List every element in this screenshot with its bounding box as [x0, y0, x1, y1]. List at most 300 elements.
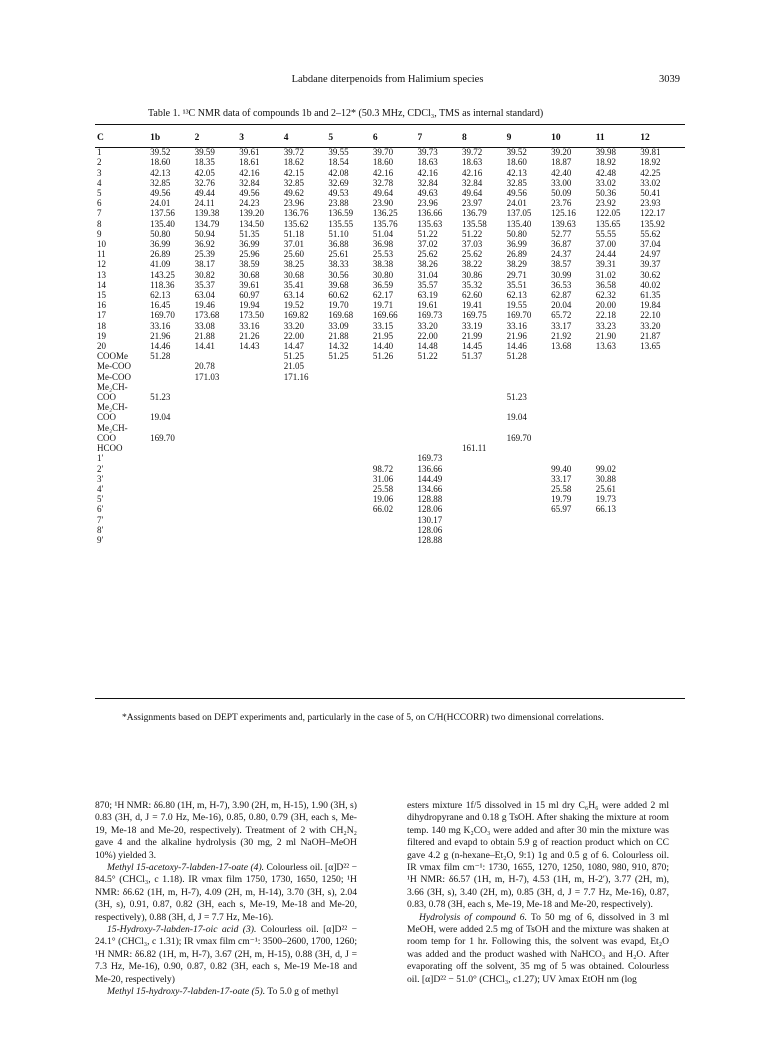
shift-cell: 169.70	[506, 310, 532, 321]
shift-cell: 32.85	[506, 177, 527, 188]
shift-cell	[328, 494, 373, 504]
shift-cell	[284, 453, 329, 463]
shift-cell: 39.52	[150, 147, 171, 158]
page-number: 3039	[659, 74, 680, 85]
shift-cell	[551, 423, 596, 433]
shift-cell: 19.79	[551, 494, 572, 505]
shift-cell: 38.25	[283, 259, 305, 270]
shift-cell	[239, 392, 284, 402]
shift-cell	[640, 443, 685, 453]
shift-cell: 24.44	[595, 249, 616, 260]
body-paragraph	[95, 924, 357, 986]
shift-cell: 39.70	[372, 147, 394, 158]
shift-cell: 33.17	[551, 473, 572, 484]
shift-cell	[507, 464, 552, 474]
shift-cell: 23.76	[551, 198, 572, 209]
shift-cell: 21.05	[283, 361, 305, 372]
shift-cell: 49.56	[150, 188, 171, 199]
shift-cell: 21.90	[595, 330, 616, 341]
shift-cell: 135.40	[506, 218, 532, 229]
shift-cell: 136.66	[417, 463, 443, 474]
column-header-compound: 11	[595, 133, 605, 143]
shift-cell	[551, 402, 596, 412]
shift-cell: 39.81	[640, 147, 661, 158]
shift-cell: 24.01	[506, 198, 527, 209]
shift-cell: 49.64	[372, 188, 394, 199]
shift-cell: 32.69	[328, 177, 349, 188]
paragraph-text: To 5.0 g of methyl	[265, 986, 339, 998]
shift-cell: 63.14	[283, 290, 305, 301]
shift-cell: 32.84	[462, 177, 483, 188]
shift-cell	[239, 504, 284, 514]
shift-cell	[284, 494, 329, 504]
shift-cell	[596, 382, 641, 392]
shift-cell: 161.11	[462, 443, 487, 454]
column-header-compound: 8	[462, 133, 467, 143]
shift-cell: 139.20	[239, 208, 264, 219]
shift-cell	[507, 372, 552, 382]
shift-cell: 32.84	[239, 177, 260, 188]
table-row	[95, 168, 685, 178]
shift-cell: 20.78	[194, 361, 215, 372]
running-header	[95, 74, 680, 88]
shift-cell	[284, 423, 329, 433]
shift-cell	[328, 423, 373, 433]
shift-cell	[150, 504, 195, 514]
shift-cell	[462, 535, 507, 545]
shift-cell: 36.53	[551, 279, 572, 290]
column-header-compound: 1b	[150, 133, 161, 143]
shift-cell: 14.41	[194, 341, 215, 352]
shift-cell	[507, 494, 552, 504]
row-label: Me-COO	[97, 361, 131, 372]
shift-cell	[150, 402, 195, 412]
shift-cell: 33.23	[595, 320, 616, 331]
shift-cell	[596, 361, 641, 371]
shift-cell	[417, 443, 462, 453]
shift-cell: 25.39	[194, 249, 215, 260]
shift-cell: 62.13	[506, 290, 527, 301]
shift-cell: 51.26	[372, 351, 394, 362]
shift-cell: 24.97	[640, 249, 661, 260]
shift-cell: 171.16	[283, 371, 309, 382]
shift-cell	[239, 515, 284, 525]
shift-cell	[195, 464, 240, 474]
table-row	[95, 157, 685, 167]
shift-cell: 42.40	[551, 167, 572, 178]
row-label: COO	[97, 412, 117, 423]
shift-cell: 169.73	[417, 310, 443, 321]
column-header-compound: 2	[194, 133, 200, 143]
shift-cell: 99.40	[551, 463, 572, 474]
shift-cell: 66.13	[595, 504, 616, 515]
shift-cell: 63.04	[194, 290, 215, 301]
shift-cell	[462, 423, 507, 433]
shift-cell: 37.02	[417, 239, 438, 250]
shift-cell	[328, 515, 373, 525]
shift-cell	[328, 392, 373, 402]
shift-cell: 143.25	[150, 269, 175, 280]
shift-cell: 33.20	[640, 320, 661, 331]
shift-cell: 38.38	[372, 259, 394, 270]
row-label: 6	[97, 198, 102, 209]
shift-cell: 21.99	[462, 330, 483, 341]
shift-cell: 62.87	[551, 290, 572, 301]
shift-cell: 13.68	[551, 341, 572, 352]
shift-cell: 39.37	[640, 259, 661, 270]
shift-cell	[462, 525, 507, 535]
shift-cell: 55.55	[595, 228, 616, 239]
shift-cell: 31.02	[595, 269, 616, 280]
shift-cell: 24.23	[239, 198, 260, 209]
shift-cell: 62.60	[462, 290, 483, 301]
shift-cell	[328, 412, 373, 422]
shift-cell: 14.46	[150, 341, 171, 352]
shift-cell: 39.20	[551, 147, 572, 158]
shift-cell: 51.25	[283, 351, 305, 362]
shift-cell: 50.80	[506, 228, 527, 239]
shift-cell	[328, 382, 373, 392]
shift-cell: 42.13	[150, 167, 171, 178]
shift-cell	[640, 525, 685, 535]
body-column-left	[95, 800, 357, 999]
shift-cell: 22.10	[640, 310, 661, 321]
shift-cell	[239, 464, 284, 474]
shift-cell	[195, 494, 240, 504]
shift-cell	[462, 372, 507, 382]
shift-cell: 39.68	[328, 279, 349, 290]
shift-cell	[640, 412, 685, 422]
shift-cell: 65.97	[551, 504, 572, 515]
shift-cell: 33.09	[328, 320, 349, 331]
shift-cell	[640, 433, 685, 443]
shift-cell: 39.59	[194, 147, 215, 158]
shift-cell: 26.89	[150, 249, 171, 260]
shift-cell	[417, 361, 462, 371]
shift-cell	[551, 535, 596, 545]
shift-cell: 51.37	[462, 351, 483, 362]
shift-cell	[462, 453, 507, 463]
shift-cell: 33.17	[551, 320, 572, 331]
shift-cell: 128.06	[417, 504, 443, 515]
shift-cell	[328, 504, 373, 514]
shift-cell: 144.49	[417, 473, 443, 484]
shift-cell: 38.17	[194, 259, 215, 270]
shift-cell: 33.16	[506, 320, 527, 331]
shift-cell	[640, 535, 685, 545]
shift-cell: 39.73	[417, 147, 438, 158]
row-label: 12	[97, 259, 106, 270]
table-row	[95, 321, 685, 331]
shift-cell	[596, 515, 641, 525]
shift-cell	[284, 474, 329, 484]
shift-cell: 60.62	[328, 290, 349, 301]
shift-cell	[195, 453, 240, 463]
shift-cell	[462, 361, 507, 371]
table-row	[95, 310, 685, 320]
shift-cell	[150, 423, 195, 433]
row-label: 10	[97, 239, 106, 250]
shift-cell	[328, 525, 373, 535]
shift-cell: 169.70	[506, 432, 532, 443]
shift-cell: 33.16	[150, 320, 171, 331]
shift-cell	[462, 494, 507, 504]
row-label: 7′	[97, 514, 104, 525]
shift-cell	[507, 382, 552, 392]
shift-cell	[462, 433, 507, 443]
shift-cell: 19.55	[506, 300, 527, 311]
table-row	[95, 474, 685, 484]
shift-cell: 36.88	[328, 239, 349, 250]
shift-cell: 19.84	[640, 300, 661, 311]
column-header-compound: 12	[640, 133, 650, 143]
shift-cell: 36.87	[551, 239, 572, 250]
shift-cell	[551, 515, 596, 525]
shift-cell	[284, 443, 329, 453]
shift-cell: 55.62	[640, 228, 661, 239]
shift-cell: 25.62	[417, 249, 438, 260]
row-label: COO	[97, 392, 117, 403]
shift-cell	[239, 535, 284, 545]
row-label: HCOO	[97, 443, 123, 454]
paragraph-text: Colourless oil. [α]D²² − 84.5° (CHCl₃, c 1.18). IR νmax film 1750, 1730, 1650, 1250; ¹H NMR: δ6.62 (1H, m, H-7), 4.09 (2H, m, H-14), 3.70 (3H, s), 2.04 (3H, s), 0.91, 0.87, 0.82 (3H, each s, Me-19, Me-18 and Me-20, respectively), 0.88 (3H, d, J = 7.7 Hz, Me-16).	[95, 862, 357, 923]
shift-cell	[239, 484, 284, 494]
shift-cell: 42.25	[640, 167, 661, 178]
paragraph-text: 870; ¹H NMR: δ6.80 (1H, m, H-7), 3.90 (2H, m, H-15), 1.90 (3H, s) 0.83 (3H, d, J = 7.0 Hz, Me-16), 0.85, 0.80, 0.79 (3H, each s, Me-19, Me-18 and Me-20, respectively). Treatment of 2 with CH₂N₂ gave 4 and the alkaline hydrolysis (30 mg, 2 ml NaOH–MeOH 10%) yielded 3.	[95, 800, 357, 861]
shift-cell: 18.54	[328, 157, 349, 168]
shift-cell: 173.50	[239, 310, 264, 321]
shift-cell: 135.62	[283, 218, 309, 229]
shift-cell	[195, 504, 240, 514]
shift-cell	[640, 504, 685, 514]
shift-cell: 50.36	[595, 188, 616, 199]
shift-cell: 136.76	[283, 208, 309, 219]
shift-cell: 39.72	[283, 147, 305, 158]
shift-cell	[150, 494, 195, 504]
shift-cell: 169.70	[150, 310, 175, 321]
shift-cell: 19.52	[283, 300, 305, 311]
table-row	[95, 178, 685, 188]
row-label: 20	[97, 341, 106, 352]
shift-cell: 36.99	[506, 239, 527, 250]
shift-cell	[507, 443, 552, 453]
row-label: Me₂CH-	[97, 422, 128, 433]
shift-cell	[239, 453, 284, 463]
shift-cell	[640, 423, 685, 433]
shift-cell: 51.28	[150, 351, 171, 362]
shift-cell: 24.37	[551, 249, 572, 260]
shift-cell: 14.45	[462, 341, 483, 352]
shift-cell: 35.51	[506, 279, 527, 290]
shift-cell: 33.02	[595, 177, 616, 188]
shift-cell: 118.36	[150, 279, 175, 290]
shift-cell: 19.70	[328, 300, 349, 311]
shift-cell: 19.73	[595, 494, 616, 505]
shift-cell	[284, 464, 329, 474]
shift-cell: 24.11	[194, 198, 215, 209]
row-label: 5′	[97, 494, 104, 505]
row-label: 18	[97, 320, 106, 331]
shift-cell: 50.09	[551, 188, 572, 199]
shift-cell: 98.72	[372, 463, 394, 474]
shift-cell	[195, 443, 240, 453]
row-label: 19	[97, 330, 106, 341]
shift-cell: 51.22	[462, 228, 483, 239]
shift-cell: 39.61	[239, 279, 260, 290]
shift-cell: 39.52	[506, 147, 527, 158]
shift-cell: 21.96	[506, 330, 527, 341]
table-row	[95, 229, 685, 239]
shift-cell: 37.00	[595, 239, 616, 250]
shift-cell	[239, 525, 284, 535]
shift-cell: 18.60	[506, 157, 527, 168]
shift-cell: 65.72	[551, 310, 572, 321]
shift-cell: 32.85	[283, 177, 305, 188]
shift-cell: 18.35	[194, 157, 215, 168]
shift-cell: 136.79	[462, 208, 487, 219]
shift-cell: 37.03	[462, 239, 483, 250]
table-body	[95, 147, 685, 545]
shift-cell: 33.08	[194, 320, 215, 331]
shift-cell: 21.87	[640, 330, 661, 341]
shift-cell	[640, 474, 685, 484]
shift-cell	[284, 412, 329, 422]
table-row	[95, 331, 685, 341]
row-label: COOMe	[97, 351, 128, 362]
shift-cell: 32.76	[194, 177, 215, 188]
shift-cell: 135.65	[595, 218, 621, 229]
shift-cell	[328, 453, 373, 463]
row-label: 3′	[97, 473, 104, 484]
shift-cell: 25.58	[372, 483, 394, 494]
shift-cell: 18.61	[239, 157, 260, 168]
shift-cell	[596, 525, 641, 535]
shift-cell: 99.02	[595, 463, 616, 474]
shift-cell: 137.56	[150, 208, 175, 219]
shift-cell	[195, 423, 240, 433]
paragraph-heading: Hydrolysis of compound 6.	[419, 911, 528, 923]
shift-cell	[417, 412, 462, 422]
shift-cell	[284, 504, 329, 514]
shift-cell: 25.62	[462, 249, 483, 260]
shift-cell: 37.04	[640, 239, 661, 250]
shift-cell: 19.04	[506, 412, 527, 423]
table-footnote: *Assignments based on DEPT experiments and, particularly in the case of 5, on C/H(HCCORR) two dimensional correlations.	[122, 713, 604, 723]
table-row	[95, 504, 685, 514]
shift-cell: 19.94	[239, 300, 260, 311]
shift-cell: 136.66	[417, 208, 443, 219]
shift-cell: 49.44	[194, 188, 215, 199]
shift-cell: 136.25	[372, 208, 398, 219]
shift-cell	[195, 392, 240, 402]
shift-cell: 51.23	[150, 392, 171, 403]
shift-cell	[596, 412, 641, 422]
shift-cell: 22.00	[417, 330, 438, 341]
shift-cell: 19.71	[372, 300, 394, 311]
shift-cell: 30.99	[551, 269, 572, 280]
shift-cell: 171.03	[194, 371, 220, 382]
shift-cell: 18.63	[417, 157, 438, 168]
shift-cell	[596, 535, 641, 545]
shift-cell: 32.84	[417, 177, 438, 188]
row-label: 7	[97, 208, 102, 219]
shift-cell	[596, 392, 641, 402]
table-row	[95, 300, 685, 310]
row-label: 8	[97, 218, 102, 229]
shift-cell: 18.87	[551, 157, 572, 168]
shift-cell	[284, 484, 329, 494]
shift-cell	[239, 351, 284, 361]
shift-cell: 38.33	[328, 259, 349, 270]
table-row	[95, 525, 685, 535]
shift-cell: 14.48	[417, 341, 438, 352]
shift-cell	[640, 453, 685, 463]
shift-cell: 22.18	[595, 310, 616, 321]
shift-cell: 33.15	[372, 320, 394, 331]
shift-cell	[150, 453, 195, 463]
shift-cell: 30.88	[595, 473, 616, 484]
shift-cell	[640, 392, 685, 402]
shift-cell: 51.22	[417, 351, 438, 362]
shift-cell: 40.02	[640, 279, 661, 290]
shift-cell	[596, 402, 641, 412]
table-row	[95, 188, 685, 198]
shift-cell	[507, 474, 552, 484]
shift-cell: 51.04	[372, 228, 394, 239]
shift-cell: 42.16	[372, 167, 394, 178]
shift-cell	[150, 464, 195, 474]
shift-cell: 23.96	[283, 198, 305, 209]
shift-cell: 33.02	[640, 177, 661, 188]
shift-cell: 137.05	[506, 208, 532, 219]
shift-cell	[239, 402, 284, 412]
shift-cell: 122.05	[595, 208, 621, 219]
shift-cell: 31.06	[372, 473, 394, 484]
shift-cell	[640, 402, 685, 412]
shift-cell	[195, 474, 240, 484]
shift-cell	[239, 372, 284, 382]
shift-cell: 135.63	[417, 218, 443, 229]
shift-cell	[239, 423, 284, 433]
shift-cell: 33.20	[283, 320, 305, 331]
shift-cell: 30.80	[372, 269, 394, 280]
shift-cell	[462, 392, 507, 402]
shift-cell: 51.10	[328, 228, 349, 239]
shift-cell	[551, 412, 596, 422]
shift-cell: 139.38	[194, 208, 220, 219]
shift-cell	[507, 525, 552, 535]
shift-cell	[640, 361, 685, 371]
table-row	[95, 249, 685, 259]
row-label: 16	[97, 300, 106, 311]
shift-cell: 49.63	[417, 188, 438, 199]
shift-cell: 128.88	[417, 534, 443, 545]
shift-cell	[195, 402, 240, 412]
shift-cell	[507, 504, 552, 514]
shift-cell	[239, 382, 284, 392]
shift-cell: 38.57	[551, 259, 572, 270]
shift-cell: 169.70	[150, 432, 175, 443]
shift-cell	[640, 515, 685, 525]
shift-cell	[640, 351, 685, 361]
shift-cell: 26.89	[506, 249, 527, 260]
shift-cell: 51.22	[417, 228, 438, 239]
row-label: Me-COO	[97, 371, 131, 382]
shift-cell: 35.37	[194, 279, 215, 290]
table-row	[95, 219, 685, 229]
shift-cell	[551, 433, 596, 443]
table-row	[95, 341, 685, 351]
